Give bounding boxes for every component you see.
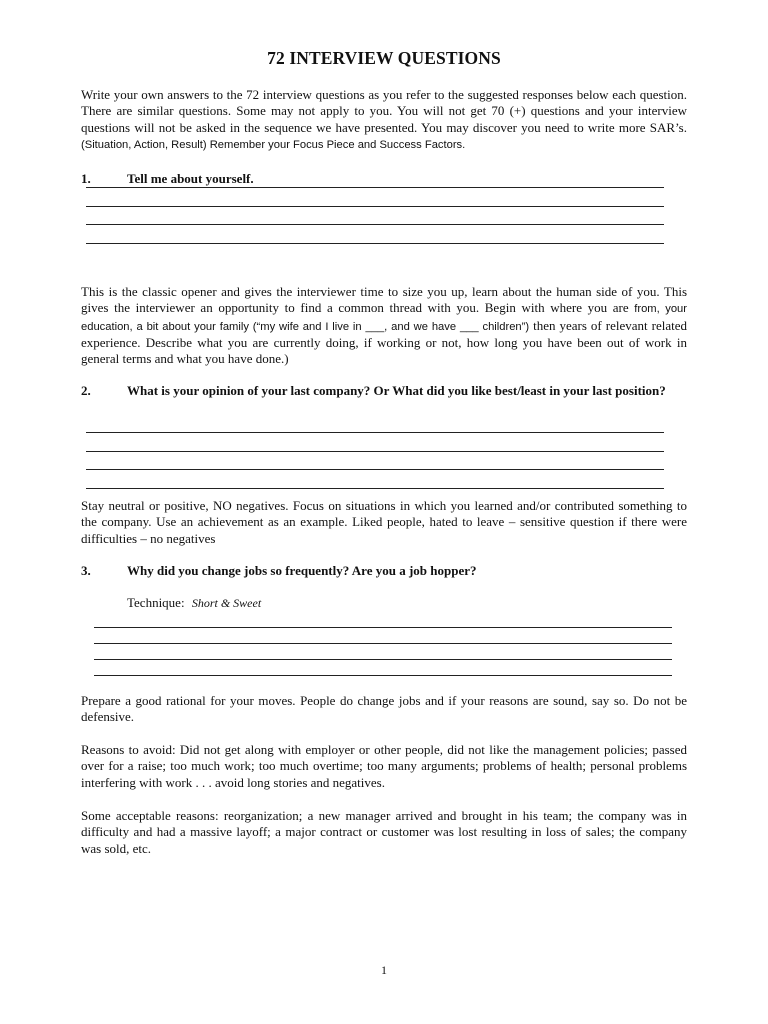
question-text: What is your opinion of your last company? Or What did you like best/least in your last position?	[127, 383, 666, 398]
answer-line[interactable]	[86, 243, 664, 244]
guidance-paragraph	[81, 693, 687, 726]
guidance-paragraph	[81, 498, 687, 547]
guidance-text: Some acceptable reasons: reorganization; a new manager arrived and brought in his team; the company was in difficulty and had a massive layoff; a major contract or customer was lost resulting in loss of sales; the company was sold, etc.	[81, 808, 687, 856]
guidance-text: Prepare a good rational for your moves. People do change jobs and if your reasons are sound, say so. Do not be defensive.	[81, 693, 687, 725]
guidance-text-continued: then years of relevant related experience. Describe what you are currently doing, if working or not, how long you have been out of work in general terms and what you have done.)	[81, 317, 687, 367]
guidance-text: Stay neutral or positive, NO negatives. Focus on situations in which you learned and/or contributed something to the company. Use an achievement as an example. Liked people, hated to leave – sensitive question if there were difficulties – no negatives	[81, 498, 687, 546]
question-text: Tell me about yourself.	[127, 171, 254, 186]
answer-line[interactable]	[94, 627, 672, 628]
intro-serif-text: Write your own answers to the 72 interview questions as you refer to the suggested responses below each question. There are similar questions. Some may not apply to you. You will not get 70 (+) questions and your interview questions will not be asked in the sequence we have presented. You may discover you need to write more SAR’s.	[81, 87, 687, 135]
answer-line[interactable]	[86, 224, 664, 225]
guidance-paragraph	[81, 808, 687, 857]
guidance-text: Reasons to avoid: Did not get along with employer or other people, did not like the management policies; passed over for a raise; too much work; too much overtime; too many arguments; problems of health; personal problems interfering with work . . . avoid long stories and negatives.	[81, 742, 687, 790]
page-number: 1	[381, 963, 387, 977]
guidance-paragraph	[81, 742, 687, 791]
question-number: 3.	[81, 563, 91, 578]
answer-line[interactable]	[94, 675, 672, 676]
technique-line	[127, 595, 261, 611]
answer-line[interactable]	[86, 206, 664, 207]
question-number: 1.	[81, 171, 91, 186]
technique-value: Short & Sweet	[191, 596, 262, 610]
answer-line[interactable]	[94, 659, 672, 660]
page-title: 72 INTERVIEW QUESTIONS	[267, 48, 501, 68]
technique-label: Technique:	[127, 595, 185, 610]
answer-line[interactable]	[86, 187, 664, 188]
question-number: 2.	[81, 383, 91, 398]
intro-sans-text: (Situation, Action, Result) Remember your Focus Piece and Success Factors.	[81, 138, 466, 151]
answer-line[interactable]	[86, 469, 664, 470]
answer-line[interactable]	[86, 432, 664, 433]
question-text: Why did you change jobs so frequently? Are you a job hopper?	[127, 563, 477, 578]
guidance-paragraph	[81, 284, 687, 367]
answer-line[interactable]	[86, 451, 664, 452]
guidance-text: This is the classic opener and gives the interviewer time to size you up, learn about the human side of you. This gives the interviewer an opportunity to find a common thread with you. Begin with where you are	[81, 284, 687, 316]
answer-line[interactable]	[86, 488, 664, 489]
answer-line[interactable]	[94, 643, 672, 644]
intro-paragraph	[81, 87, 687, 153]
guidance-sans-text: from, your education, a bit about your family (“my wife and I live in ___, and we have ___ children”)	[81, 303, 687, 333]
